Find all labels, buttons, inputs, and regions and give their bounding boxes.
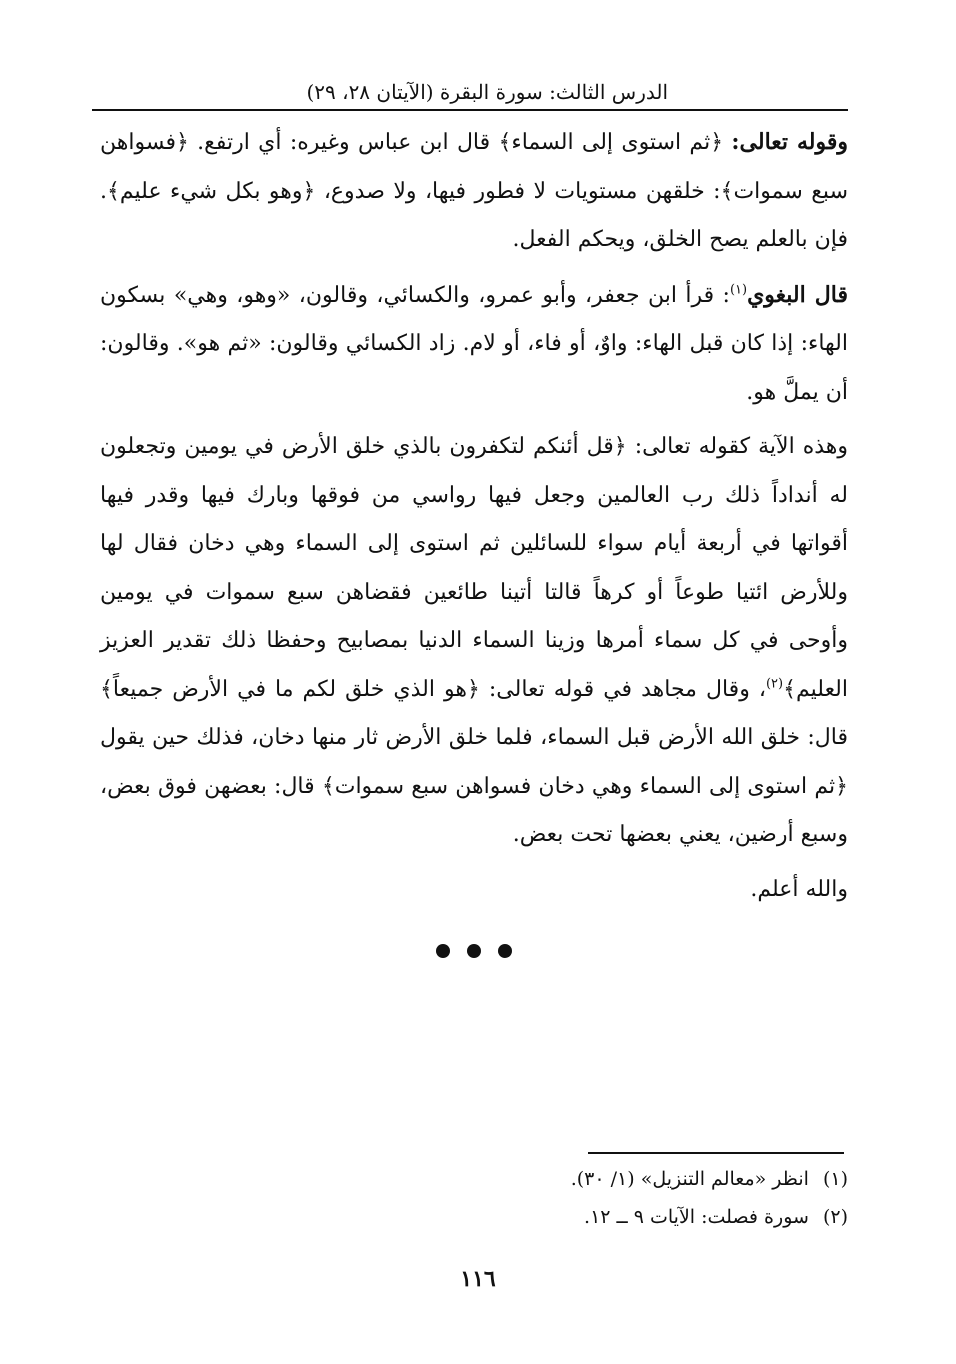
page-number: ١١٦ [460,1266,496,1292]
paragraph-1-intro: وقوله تعالى: [731,129,848,155]
separator-dot [467,944,481,958]
main-text [100,118,848,914]
paragraph-3 [100,423,848,860]
footnote-rule [588,1152,844,1154]
running-head: الدرس الثالث: سورة البقرة (الآيتان ٢٨، ٢٩) [306,80,668,104]
footnote-1-number: (١) [822,1168,848,1190]
footnote-2-number: (٢) [822,1206,848,1228]
separator-dot [498,944,512,958]
paragraph-2 [100,271,848,418]
paragraph-1 [100,118,848,265]
paragraph-3-text-a: وهذه الآية كقوله تعالى: ﴿قل أئنكم لتكفرون بالذي خلق الأرض في يومين وتجعلون له أنداداً ذلك رب العالمين وجعل فيها رواسي من فوقها وبارك فيها وقدر فيها أقواتها في أربعة أيام سواء للسائلين ثم استوى إلى السماء وهي دخان فقال لها وللأرض ائتيا طوعاً أو كرهاً قالتا أتينا طائعين فقضاهن سبع سموات في يومين وأوحى في كل سماء أمرها وزينا السماء الدنيا بمصابيح وحفظا ذلك تقدير العزيز العليم﴾ [100,434,848,702]
footnote-1 [420,1160,848,1198]
separator-dot [436,944,450,958]
paragraph-3-text-b: ، وقال مجاهد في قوله تعالى: ﴿هو الذي خلق لكم ما في الأرض جميعاً﴾ قال: خلق الله الأرض قبل السماء، فلما خلق الأرض ثار منها دخان، فذلك حين يقول ﴿ثم استوى إلى السماء وهي دخان فسواهن سبع سموات﴾ قال: بعضهن فوق بعض، وسبع أرضين، يعني بعضها تحت بعض. [100,676,848,847]
footnote-2 [420,1198,848,1236]
footnotes [420,1160,848,1236]
paragraph-2-text: : قرأ ابن جعفر، وأبو عمرو، والكسائي، وقالون، «وهو، وهي» بسكون الهاء: إذا كان قبل الهاء: واوٌ، أو فاء، أو لام. زاد الكسائي وقالون: «ثم هو». وقالون: أن يملَّ هو. [100,282,848,405]
footnote-ref-2: (٢) [765,676,784,692]
paragraph-2-intro: قال البغوي [747,281,849,308]
section-separator [436,940,512,962]
footnote-1-text: انظر «معالم التنزيل» (١/ ٣٠). [570,1168,809,1190]
footnote-2-text: سورة فصلت: الآيات ٩ ــ ١٢. [584,1206,809,1228]
footnote-ref-1: (١) [729,282,748,298]
paragraph-1-text: ﴿ثم استوى إلى السماء﴾ قال ابن عباس وغيره: أي ارتفع. ﴿فسواهن سبع سموات﴾: خلقهن مستويات لا فطور فيها، ولا صدوع، ﴿وهو بكل شيء عليم﴾. فإن بالعلم يصح الخلق، ويحكم الفعل. [100,130,848,252]
closing-line: والله أعلم. [750,876,848,902]
header-rule [92,109,848,111]
